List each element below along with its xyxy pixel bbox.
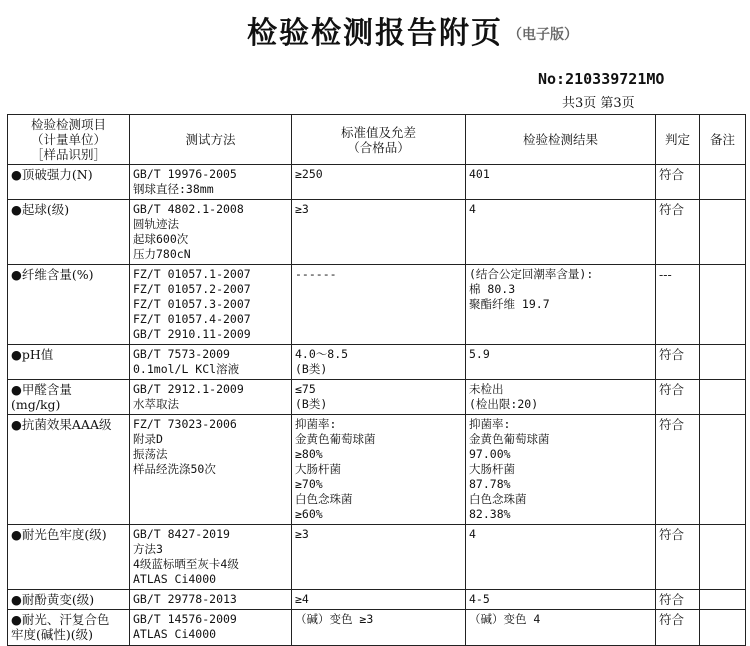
cell-item: ●顶破强力(N) <box>8 165 130 200</box>
cell-item: ●耐酚黄变(级) <box>8 590 130 610</box>
cell-standard: ------ <box>292 265 466 345</box>
cell-standard: （碱）变色 ≥3 <box>292 610 466 646</box>
cell-verdict: 符合 <box>656 165 700 200</box>
cell-remark <box>700 380 746 415</box>
cell-method: GB/T 2912.1-2009 水萃取法 <box>130 380 292 415</box>
cell-method: GB/T 7573-2009 0.1mol/L KCl溶液 <box>130 345 292 380</box>
cell-result: (结合公定回潮率含量): 棉 80.3 聚酯纤维 19.7 <box>466 265 656 345</box>
table-row <box>8 200 746 265</box>
cell-remark <box>700 610 746 646</box>
cell-verdict: 符合 <box>656 415 700 525</box>
cell-verdict: 符合 <box>656 200 700 265</box>
cell-item: ●耐光色牢度(级) <box>8 525 130 590</box>
table-row <box>8 345 746 380</box>
table-header-row <box>8 115 746 165</box>
report-number: No:210339721MO <box>538 70 665 88</box>
cell-method: GB/T 8427-2019 方法3 4级蓝标晒至灰卡4级 ATLAS Ci4000 <box>130 525 292 590</box>
cell-standard: ≥3 <box>292 525 466 590</box>
cell-verdict: 符合 <box>656 380 700 415</box>
cell-remark <box>700 345 746 380</box>
cell-standard: 抑菌率: 金黄色葡萄球菌 ≥80% 大肠杆菌 ≥70% 白色念珠菌 ≥60% <box>292 415 466 525</box>
table-row <box>8 610 746 646</box>
header-verdict: 判定 <box>656 115 700 165</box>
cell-method: GB/T 19976-2005 钢球直径:38mm <box>130 165 292 200</box>
cell-method: FZ/T 01057.1-2007 FZ/T 01057.2-2007 FZ/T 01057.3-2007 FZ/T 01057.4-2007 GB/T 2910.11-2009 <box>130 265 292 345</box>
cell-result: （碱）变色 4 <box>466 610 656 646</box>
cell-method: FZ/T 73023-2006 附录D 振荡法 样品经洗涤50次 <box>130 415 292 525</box>
table-row <box>8 165 746 200</box>
cell-verdict: --- <box>656 265 700 345</box>
cell-result: 4 <box>466 525 656 590</box>
cell-item: ●耐光、汗复合色 牢度(碱性)(级) <box>8 610 130 646</box>
header-remark: 备注 <box>700 115 746 165</box>
header-item: 检验检测项目 （计量单位） ［样品识别］ <box>8 115 130 165</box>
cell-method: GB/T 4802.1-2008 圆轨迹法 起球600次 压力780cN <box>130 200 292 265</box>
cell-remark <box>700 415 746 525</box>
header-method: 测试方法 <box>130 115 292 165</box>
results-table <box>7 114 746 646</box>
cell-item: ●抗菌效果AAA级 <box>8 415 130 525</box>
cell-standard: ≥250 <box>292 165 466 200</box>
table-row <box>8 525 746 590</box>
cell-result: 抑菌率: 金黄色葡萄球菌 97.00% 大肠杆菌 87.78% 白色念珠菌 82.38% <box>466 415 656 525</box>
cell-standard: ≤75 (B类) <box>292 380 466 415</box>
cell-result: 4-5 <box>466 590 656 610</box>
table-row <box>8 415 746 525</box>
cell-result: 4 <box>466 200 656 265</box>
cell-standard: ≥4 <box>292 590 466 610</box>
table-row <box>8 265 746 345</box>
cell-result: 5.9 <box>466 345 656 380</box>
cell-remark <box>700 200 746 265</box>
cell-remark <box>700 590 746 610</box>
edition-label: （电子版） <box>508 27 578 43</box>
cell-remark <box>700 165 746 200</box>
cell-verdict: 符合 <box>656 525 700 590</box>
table-row <box>8 380 746 415</box>
page-indicator: 共3页 第3页 <box>562 96 635 111</box>
cell-item: ●起球(级) <box>8 200 130 265</box>
table-row <box>8 590 746 610</box>
cell-item: ●pH值 <box>8 345 130 380</box>
cell-method: GB/T 29778-2013 <box>130 590 292 610</box>
cell-remark <box>700 265 746 345</box>
cell-item: ●纤维含量(%) <box>8 265 130 345</box>
cell-item: ●甲醛含量 (mg/kg) <box>8 380 130 415</box>
header-result: 检验检测结果 <box>466 115 656 165</box>
report-title: 检验检测报告附页 <box>247 16 503 51</box>
cell-verdict: 符合 <box>656 590 700 610</box>
cell-standard: 4.0～8.5 (B类) <box>292 345 466 380</box>
cell-verdict: 符合 <box>656 610 700 646</box>
cell-method: GB/T 14576-2009 ATLAS Ci4000 <box>130 610 292 646</box>
cell-standard: ≥3 <box>292 200 466 265</box>
cell-result: 未检出 (检出限:20) <box>466 380 656 415</box>
cell-result: 401 <box>466 165 656 200</box>
cell-remark <box>700 525 746 590</box>
cell-verdict: 符合 <box>656 345 700 380</box>
header-standard: 标准值及允差 （合格品） <box>292 115 466 165</box>
